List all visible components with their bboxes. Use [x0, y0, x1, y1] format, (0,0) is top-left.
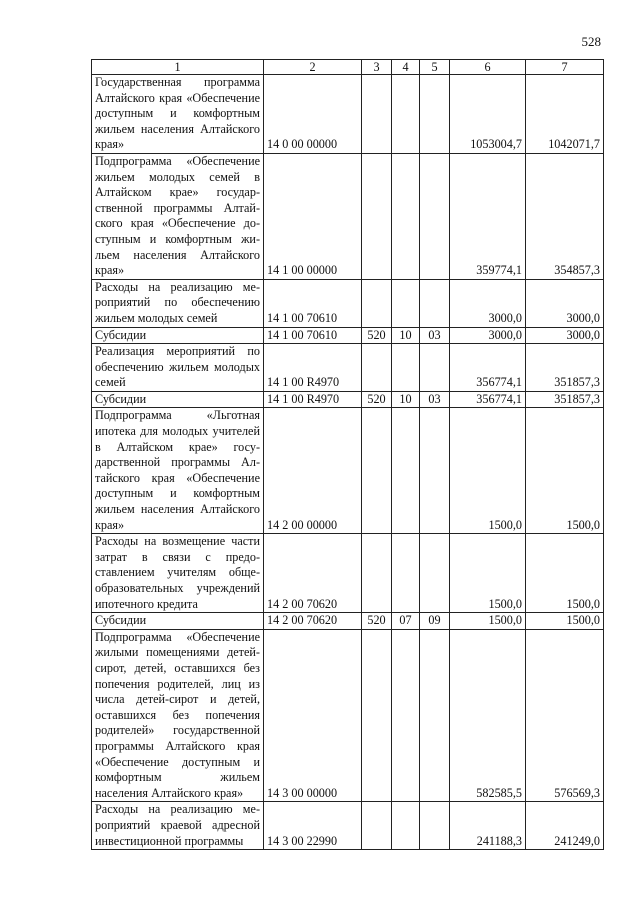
row-code: 14 1 00 00000: [264, 153, 362, 279]
table-row: [92, 279, 604, 327]
row-c5: [420, 802, 450, 850]
table-row: [92, 629, 604, 802]
row-name: Расходы на реализацию мероприятий по обеспечению жильем молодых семей: [92, 279, 264, 327]
row-c3: [362, 279, 392, 327]
row-c4: [392, 802, 420, 850]
row-v7: 351857,3: [526, 391, 604, 408]
row-v7: 1500,0: [526, 534, 604, 613]
row-code: 14 3 00 00000: [264, 629, 362, 802]
row-c4: [392, 75, 420, 154]
row-v6: 1053004,7: [450, 75, 526, 154]
table-row: [92, 802, 604, 850]
table-row: [92, 153, 604, 279]
row-c3: [362, 75, 392, 154]
row-v7: 1042071,7: [526, 75, 604, 154]
row-name: Подпрограмма «Обеспечение жильем молодых семей в Алтайском крае» государственной программы Алтайского края «Обеспечение доступным и комфортным жильем населения Алтайского края»: [92, 153, 264, 279]
row-name: Субсидии: [92, 391, 264, 408]
row-v7: 1500,0: [526, 408, 604, 534]
row-c4: [392, 344, 420, 392]
col-header: 5: [420, 60, 450, 75]
row-v6: 3000,0: [450, 327, 526, 344]
row-name: Субсидии: [92, 327, 264, 344]
row-v6: 356774,1: [450, 391, 526, 408]
row-v6: 582585,5: [450, 629, 526, 802]
row-c4: [392, 534, 420, 613]
row-c3: [362, 534, 392, 613]
row-c5: [420, 75, 450, 154]
row-name: Подпрограмма «Льготная ипотека для молодых учителей в Алтайском крае» государственной программы Алтайского края «Обеспечение доступным и комфортным жильем населения Алтайского края»: [92, 408, 264, 534]
col-header: 4: [392, 60, 420, 75]
row-c4: 07: [392, 613, 420, 630]
row-v6: 1500,0: [450, 534, 526, 613]
row-name: Подпрограмма «Обеспечение жилыми помещениями детей-сирот, детей, оставшихся без попечения родителей, лиц из числа детей-сирот и детей, оставшихся без попечения родителей» государственной программы Алтайского края «Обеспечение доступным и комфортным жильем населения Алтайского края»: [92, 629, 264, 802]
row-v7: 3000,0: [526, 279, 604, 327]
row-v7: 3000,0: [526, 327, 604, 344]
row-c4: [392, 408, 420, 534]
table-header: [92, 60, 604, 75]
row-c3: [362, 802, 392, 850]
row-c3: [362, 153, 392, 279]
row-c4: 10: [392, 391, 420, 408]
table-row: [92, 408, 604, 534]
row-c5: 03: [420, 391, 450, 408]
table-row: [92, 534, 604, 613]
col-header: 6: [450, 60, 526, 75]
row-v6: 359774,1: [450, 153, 526, 279]
budget-table: [91, 59, 604, 850]
row-v7: 351857,3: [526, 344, 604, 392]
table-row: [92, 613, 604, 630]
row-c3: [362, 629, 392, 802]
row-code: 14 1 00 70610: [264, 279, 362, 327]
row-name: Субсидии: [92, 613, 264, 630]
row-v6: 241188,3: [450, 802, 526, 850]
row-c4: [392, 279, 420, 327]
row-code: 14 2 00 70620: [264, 534, 362, 613]
row-c5: [420, 408, 450, 534]
row-c5: 03: [420, 327, 450, 344]
row-code: 14 0 00 00000: [264, 75, 362, 154]
row-v7: 576569,3: [526, 629, 604, 802]
row-code: 14 1 00 70610: [264, 327, 362, 344]
table-row: [92, 75, 604, 154]
table-row: [92, 327, 604, 344]
row-v7: 354857,3: [526, 153, 604, 279]
row-name: Государственная программа Алтайского края «Обеспечение доступным и комфортным жильем населения Алтайского края»: [92, 75, 264, 154]
row-c4: 10: [392, 327, 420, 344]
table-row: [92, 391, 604, 408]
row-name: Реализация мероприятий по обеспечению жильем молодых семей: [92, 344, 264, 392]
col-header: 1: [92, 60, 264, 75]
page-number: 528: [581, 34, 601, 49]
col-header: 3: [362, 60, 392, 75]
table-row: [92, 344, 604, 392]
table-body: [92, 75, 604, 850]
row-code: 14 2 00 70620: [264, 613, 362, 630]
row-c4: [392, 153, 420, 279]
row-v6: 1500,0: [450, 613, 526, 630]
row-c3: 520: [362, 613, 392, 630]
row-code: 14 1 00 R4970: [264, 344, 362, 392]
row-c3: 520: [362, 391, 392, 408]
row-code: 14 3 00 22990: [264, 802, 362, 850]
col-header: 7: [526, 60, 604, 75]
row-c3: [362, 408, 392, 534]
row-v6: 356774,1: [450, 344, 526, 392]
row-code: 14 2 00 00000: [264, 408, 362, 534]
row-v6: 3000,0: [450, 279, 526, 327]
row-name: Расходы на реализацию мероприятий краевой адресной инвестиционной программы: [92, 802, 264, 850]
row-c5: [420, 344, 450, 392]
row-c5: [420, 279, 450, 327]
row-name: Расходы на возмещение части затрат в связи с предоставлением учителям общеобразовательных учреждений ипотечного кредита: [92, 534, 264, 613]
row-c3: [362, 344, 392, 392]
row-c5: [420, 534, 450, 613]
row-c4: [392, 629, 420, 802]
row-v6: 1500,0: [450, 408, 526, 534]
row-v7: 241249,0: [526, 802, 604, 850]
row-code: 14 1 00 R4970: [264, 391, 362, 408]
col-header: 2: [264, 60, 362, 75]
row-v7: 1500,0: [526, 613, 604, 630]
row-c5: [420, 629, 450, 802]
row-c5: 09: [420, 613, 450, 630]
row-c3: 520: [362, 327, 392, 344]
row-c5: [420, 153, 450, 279]
